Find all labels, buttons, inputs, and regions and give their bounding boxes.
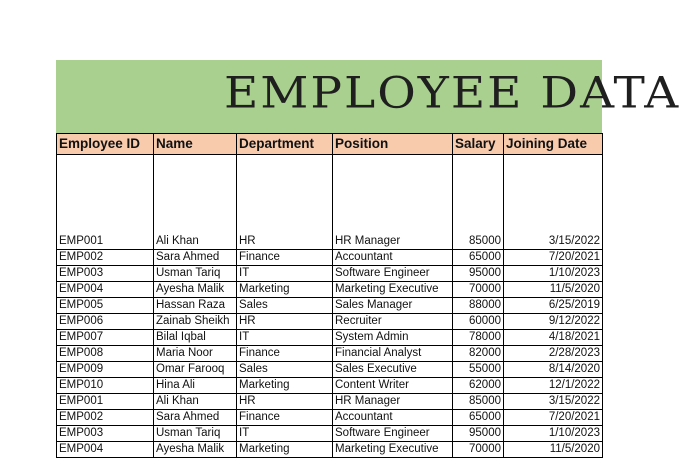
cell-name[interactable]: Zainab Sheikh <box>154 314 237 330</box>
cell-joining-date[interactable]: 2/28/2023 <box>504 346 603 362</box>
table-row <box>57 394 603 410</box>
cell-department[interactable]: HR <box>237 155 333 250</box>
table-body <box>57 155 603 458</box>
cell-department[interactable]: Marketing <box>237 378 333 394</box>
cell-joining-date[interactable]: 1/10/2023 <box>504 426 603 442</box>
cell-joining-date[interactable]: 8/14/2020 <box>504 362 603 378</box>
cell-name[interactable]: Ayesha Malik <box>154 442 237 458</box>
cell-salary[interactable]: 70000 <box>453 282 504 298</box>
header-row <box>57 134 603 155</box>
table-row <box>57 410 603 426</box>
cell-department[interactable]: IT <box>237 266 333 282</box>
header-cell-employee-id[interactable]: Employee ID <box>57 134 154 155</box>
spreadsheet-area <box>56 60 680 459</box>
cell-department[interactable]: Sales <box>237 298 333 314</box>
cell-department[interactable]: Finance <box>237 346 333 362</box>
cell-joining-date[interactable]: 3/15/2022 <box>504 155 603 250</box>
table-row <box>57 266 603 282</box>
table-row <box>57 282 603 298</box>
cell-salary[interactable]: 95000 <box>453 266 504 282</box>
cell-department[interactable]: Finance <box>237 250 333 266</box>
cell-employee-id[interactable]: EMP003 <box>57 266 154 282</box>
cell-salary[interactable]: 95000 <box>453 426 504 442</box>
cell-position[interactable]: HR Manager <box>333 155 453 250</box>
cell-joining-date[interactable]: 7/20/2021 <box>504 410 603 426</box>
table-row <box>57 378 603 394</box>
table-row <box>57 155 603 250</box>
cell-name[interactable]: Ali Khan <box>154 394 237 410</box>
cell-salary[interactable]: 62000 <box>453 378 504 394</box>
table-row <box>57 346 603 362</box>
cell-position[interactable]: Marketing Executive <box>333 282 453 298</box>
cell-employee-id[interactable]: EMP010 <box>57 378 154 394</box>
cell-employee-id[interactable]: EMP004 <box>57 442 154 458</box>
cell-position[interactable]: Software Engineer <box>333 426 453 442</box>
cell-position[interactable]: HR Manager <box>333 394 453 410</box>
cell-department[interactable]: Marketing <box>237 282 333 298</box>
cell-position[interactable]: Sales Manager <box>333 298 453 314</box>
cell-name[interactable]: Usman Tariq <box>154 426 237 442</box>
cell-salary[interactable]: 78000 <box>453 330 504 346</box>
cell-employee-id[interactable]: EMP002 <box>57 250 154 266</box>
cell-name[interactable]: Ayesha Malik <box>154 282 237 298</box>
cell-joining-date[interactable]: 11/5/2020 <box>504 282 603 298</box>
cell-employee-id[interactable]: EMP001 <box>57 394 154 410</box>
cell-name[interactable]: Sara Ahmed <box>154 250 237 266</box>
cell-joining-date[interactable]: 1/10/2023 <box>504 266 603 282</box>
cell-name[interactable]: Hassan Raza <box>154 298 237 314</box>
cell-name[interactable]: Hina Ali <box>154 378 237 394</box>
cell-employee-id[interactable]: EMP004 <box>57 282 154 298</box>
cell-salary[interactable]: 82000 <box>453 346 504 362</box>
cell-salary[interactable]: 85000 <box>453 394 504 410</box>
cell-position[interactable]: Recruiter <box>333 314 453 330</box>
cell-salary[interactable]: 60000 <box>453 314 504 330</box>
cell-joining-date[interactable]: 6/25/2019 <box>504 298 603 314</box>
cell-salary[interactable]: 85000 <box>453 155 504 250</box>
cell-joining-date[interactable]: 11/5/2020 <box>504 442 603 458</box>
cell-employee-id[interactable]: EMP002 <box>57 410 154 426</box>
table-row <box>57 362 603 378</box>
header-cell-joining-date[interactable]: Joining Date <box>504 134 603 155</box>
table-row <box>57 250 603 266</box>
cell-department[interactable]: IT <box>237 330 333 346</box>
table-row <box>57 442 603 458</box>
cell-joining-date[interactable]: 12/1/2022 <box>504 378 603 394</box>
cell-position[interactable]: Accountant <box>333 250 453 266</box>
cell-position[interactable]: Sales Executive <box>333 362 453 378</box>
cell-joining-date[interactable]: 4/18/2021 <box>504 330 603 346</box>
cell-department[interactable]: IT <box>237 426 333 442</box>
cell-employee-id[interactable]: EMP001 <box>57 155 154 250</box>
cell-department[interactable]: Finance <box>237 410 333 426</box>
cell-name[interactable]: Maria Noor <box>154 346 237 362</box>
header-cell-position[interactable]: Position <box>333 134 453 155</box>
table-row <box>57 330 603 346</box>
cell-salary[interactable]: 55000 <box>453 362 504 378</box>
cell-department[interactable]: HR <box>237 394 333 410</box>
cell-position[interactable]: System Admin <box>333 330 453 346</box>
cell-position[interactable]: Accountant <box>333 410 453 426</box>
cell-name[interactable]: Usman Tariq <box>154 266 237 282</box>
table-row <box>57 426 603 442</box>
cell-joining-date[interactable]: 3/15/2022 <box>504 394 603 410</box>
cell-salary[interactable]: 65000 <box>453 410 504 426</box>
title-banner <box>56 60 680 133</box>
cell-name[interactable]: Omar Farooq <box>154 362 237 378</box>
cell-name[interactable]: Bilal Iqbal <box>154 330 237 346</box>
cell-position[interactable]: Marketing Executive <box>333 442 453 458</box>
cell-salary[interactable]: 88000 <box>453 298 504 314</box>
employee-table <box>56 133 603 458</box>
cell-salary[interactable]: 70000 <box>453 442 504 458</box>
cell-department[interactable]: HR <box>237 314 333 330</box>
header-cell-name[interactable]: Name <box>154 134 237 155</box>
header-cell-department[interactable]: Department <box>237 134 333 155</box>
cell-department[interactable]: Sales <box>237 362 333 378</box>
cell-employee-id[interactable]: EMP006 <box>57 314 154 330</box>
cell-position[interactable]: Software Engineer <box>333 266 453 282</box>
cell-employee-id[interactable]: EMP008 <box>57 346 154 362</box>
cell-name[interactable]: Ali Khan <box>154 155 237 250</box>
table-row <box>57 314 603 330</box>
banner-title: EMPLOYEE DATA <box>224 68 680 119</box>
cell-position[interactable]: Financial Analyst <box>333 346 453 362</box>
cell-employee-id[interactable]: EMP003 <box>57 426 154 442</box>
cell-name[interactable]: Sara Ahmed <box>154 410 237 426</box>
cell-employee-id[interactable]: EMP005 <box>57 298 154 314</box>
cell-employee-id[interactable]: EMP007 <box>57 330 154 346</box>
cell-joining-date[interactable]: 7/20/2021 <box>504 250 603 266</box>
table-row <box>57 298 603 314</box>
cell-position[interactable]: Content Writer <box>333 378 453 394</box>
cell-salary[interactable]: 65000 <box>453 250 504 266</box>
cell-joining-date[interactable]: 9/12/2022 <box>504 314 603 330</box>
header-cell-salary[interactable]: Salary <box>453 134 504 155</box>
cell-employee-id[interactable]: EMP009 <box>57 362 154 378</box>
cell-department[interactable]: Marketing <box>237 442 333 458</box>
